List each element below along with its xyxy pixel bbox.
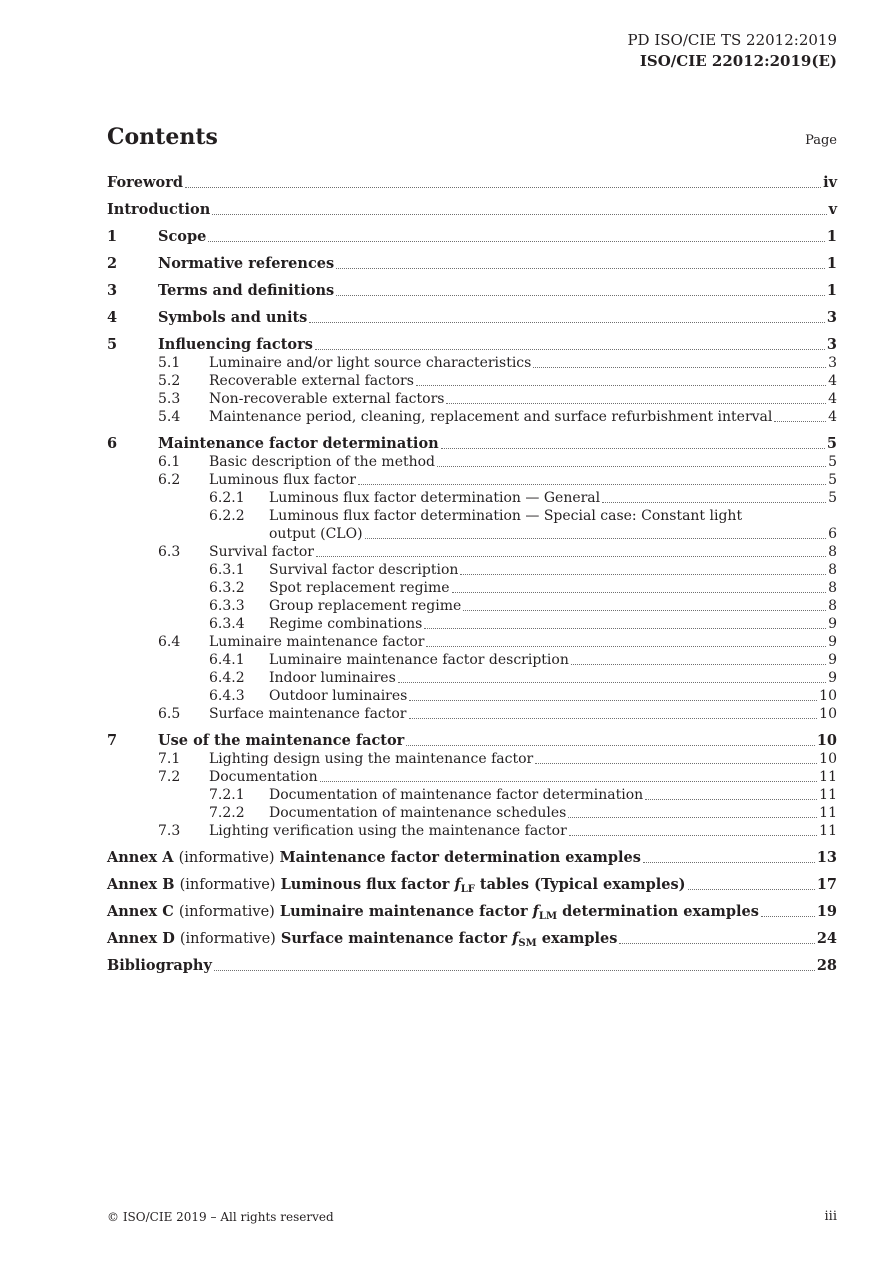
footer-page-number: iii [824, 1209, 837, 1224]
toc-entry[interactable] [107, 669, 837, 687]
dot-leader [441, 444, 825, 449]
dot-leader [761, 912, 815, 917]
toc-entry[interactable] [107, 615, 837, 633]
toc-entry[interactable] [107, 750, 837, 768]
toc-entry-number: 7.1 [158, 751, 181, 767]
toc-entry-title [107, 876, 686, 894]
toc-entry[interactable] [107, 309, 837, 327]
toc-entry-number: 6.1 [158, 454, 181, 470]
toc-entry-page: 17 [816, 876, 837, 893]
toc-entry[interactable] [107, 453, 837, 471]
toc-entry-number: 6.2.1 [209, 490, 245, 506]
toc-entry-number: 6.4 [158, 634, 181, 650]
dot-leader [774, 417, 826, 422]
annex-title: Maintenance factor determination examples [279, 849, 641, 866]
toc-entry[interactable] [107, 804, 837, 822]
toc-entry-page: v [828, 201, 837, 218]
toc-entry-page: 9 [828, 670, 837, 686]
toc-entry-title: Luminous flux factor [209, 472, 356, 488]
dot-leader [320, 777, 818, 782]
toc-entry-page: 3 [826, 309, 837, 326]
dot-leader [398, 678, 826, 683]
toc-entry-page: 1 [826, 255, 837, 272]
toc-entry-page: 10 [819, 706, 837, 722]
dot-leader [568, 813, 817, 818]
toc-entry-number: 6.4.1 [209, 652, 245, 668]
annex-title-pre: Luminous flux factor [280, 876, 450, 893]
factor-symbol: f [454, 876, 461, 893]
toc-entry[interactable] [107, 930, 837, 948]
toc-entry[interactable] [107, 390, 837, 408]
toc-entry-page: 10 [819, 688, 837, 704]
toc-entry-title: Surface maintenance factor [209, 706, 407, 722]
toc-entry-page: 8 [828, 598, 837, 614]
toc-entry-number: 6.3.1 [209, 562, 245, 578]
toc-entry-number: 4 [107, 309, 118, 326]
toc-entry-title: Use of the maintenance factor [158, 732, 405, 749]
toc-entry-continuation[interactable] [107, 525, 837, 543]
toc-entry-title: Terms and definitions [158, 282, 335, 299]
toc-entry-page: 9 [828, 616, 837, 632]
toc-entry[interactable] [107, 354, 837, 372]
toc-entry-number: 6 [107, 435, 118, 452]
toc-entry-number: 6.4.3 [209, 688, 245, 704]
toc-entry[interactable] [107, 768, 837, 786]
toc-entry-page: 24 [816, 930, 837, 947]
toc-entry[interactable] [107, 705, 837, 723]
dot-leader [463, 606, 826, 611]
toc-entry-page: 9 [828, 652, 837, 668]
toc-entry-number: 5.3 [158, 391, 181, 407]
table-of-contents [107, 174, 837, 975]
toc-entry[interactable] [107, 687, 837, 705]
toc-entry-title: Documentation of maintenance factor determination [269, 787, 644, 803]
toc-entry-title: Luminous flux factor determination — General [269, 490, 601, 506]
toc-entry-page: 10 [816, 732, 837, 749]
toc-entry-number: 6.3.3 [209, 598, 245, 614]
toc-entry[interactable] [107, 336, 837, 354]
dot-leader [309, 318, 825, 323]
toc-entry-page: 3 [828, 355, 837, 371]
dot-leader [316, 552, 826, 557]
toc-entry-title: Lighting verification using the maintenance factor [209, 823, 567, 839]
factor-symbol: f [532, 903, 539, 920]
toc-entry[interactable] [107, 543, 837, 561]
toc-entry-page: 8 [828, 562, 837, 578]
annex-label: Annex C [107, 903, 174, 920]
toc-entry-number: 7 [107, 732, 118, 749]
dot-leader [645, 795, 817, 800]
header-standard-edition: ISO/CIE 22012:2019(E) [639, 52, 837, 70]
toc-entry-number: 2 [107, 255, 118, 272]
toc-entry[interactable] [107, 507, 837, 525]
toc-entry-title: Symbols and units [158, 309, 308, 326]
toc-entry-title: Luminaire maintenance factor [209, 634, 425, 650]
annex-informative-tag: (informative) [179, 931, 276, 947]
toc-entry-page: 8 [828, 544, 837, 560]
toc-entry[interactable] [107, 489, 837, 507]
toc-entry[interactable] [107, 372, 837, 390]
toc-entry-number: 6.4.2 [209, 670, 245, 686]
toc-entry[interactable] [107, 651, 837, 669]
toc-entry-title: Survival factor description [269, 562, 459, 578]
toc-entry-number: 7.2.2 [209, 805, 245, 821]
toc-entry-page: 11 [819, 769, 837, 785]
toc-entry-page: 4 [828, 373, 837, 389]
toc-entry-page: 4 [828, 391, 837, 407]
dot-leader [409, 696, 817, 701]
toc-entry-title: Lighting design using the maintenance factor [209, 751, 534, 767]
dot-leader [452, 588, 827, 593]
annex-title-post: tables (Typical examples) [479, 876, 686, 893]
toc-entry-page: 13 [816, 849, 837, 866]
toc-entry-page: 9 [828, 634, 837, 650]
dot-leader [460, 570, 826, 575]
toc-entry-page: 10 [819, 751, 837, 767]
toc-entry[interactable] [107, 201, 837, 219]
toc-entry-title: Outdoor luminaires [269, 688, 408, 704]
toc-entry-title: Luminaire and/or light source characteristics [209, 355, 532, 371]
dot-leader [185, 183, 821, 188]
toc-entry-title: Influencing factors [158, 336, 313, 353]
toc-entry-page: 11 [819, 823, 837, 839]
toc-entry-title: Foreword [107, 174, 183, 191]
toc-entry-page: iv [823, 174, 837, 191]
toc-entry-title: Scope [158, 228, 207, 245]
dot-leader [619, 939, 814, 944]
toc-entry-title: Documentation of maintenance schedules [269, 805, 567, 821]
toc-entry[interactable] [107, 174, 837, 192]
dot-leader [571, 660, 826, 665]
toc-entry-title: Group replacement regime [269, 598, 462, 614]
toc-entry-page: 3 [826, 336, 837, 353]
annex-label: Annex A [107, 849, 174, 866]
toc-entry-title: Recoverable external factors [209, 373, 414, 389]
dot-leader [336, 264, 825, 269]
toc-entry-number: 5.1 [158, 355, 181, 371]
toc-entry[interactable] [107, 849, 837, 867]
toc-entry-title [107, 930, 617, 948]
toc-entry[interactable] [107, 876, 837, 894]
toc-entry[interactable] [107, 786, 837, 804]
toc-entry-number: 7.2.1 [209, 787, 245, 803]
toc-entry[interactable] [107, 471, 837, 489]
dot-leader [336, 291, 825, 296]
toc-entry-number: 6.3.2 [209, 580, 245, 596]
toc-entry-page: 5 [828, 490, 837, 506]
toc-entry-page: 5 [828, 472, 837, 488]
toc-entry-title: Maintenance period, cleaning, replacement and surface refurbishment interval [209, 409, 773, 425]
toc-entry-title-continuation: output (CLO) [269, 526, 363, 542]
toc-entry-title: Spot replacement regime [269, 580, 450, 596]
footer-copyright: © ISO/CIE 2019 – All rights reserved [107, 1210, 334, 1224]
dot-leader [602, 498, 826, 503]
toc-entry[interactable] [107, 957, 837, 975]
factor-subscript: LM [538, 911, 558, 922]
factor-symbol: f [512, 930, 519, 947]
toc-entry-page: 1 [826, 228, 837, 245]
toc-entry-title: Non-recoverable external factors [209, 391, 445, 407]
dot-leader [416, 381, 826, 386]
toc-entry-title: Luminaire maintenance factor description [269, 652, 569, 668]
toc-entry[interactable] [107, 435, 837, 453]
toc-entry-title: Maintenance factor determination [158, 435, 439, 452]
toc-entry-page: 5 [826, 435, 837, 452]
dot-leader [214, 966, 815, 971]
dot-leader [533, 363, 826, 368]
toc-entry-page: 11 [819, 805, 837, 821]
annex-label: Annex D [107, 930, 175, 947]
dot-leader [643, 858, 815, 863]
toc-entry-page: 5 [828, 454, 837, 470]
dot-leader [358, 480, 826, 485]
toc-entry-number: 3 [107, 282, 118, 299]
toc-entry[interactable] [107, 822, 837, 840]
dot-leader [424, 624, 826, 629]
toc-entry-number: 6.3 [158, 544, 181, 560]
toc-entry-page: 6 [828, 526, 837, 542]
toc-entry-title: Normative references [158, 255, 335, 272]
toc-entry[interactable] [107, 903, 837, 921]
toc-entry-page: 1 [826, 282, 837, 299]
toc-entry-page: 4 [828, 409, 837, 425]
dot-leader [409, 714, 818, 719]
toc-entry-title: Survival factor [209, 544, 314, 560]
toc-entry-number: 5.2 [158, 373, 181, 389]
dot-leader [208, 237, 825, 242]
toc-entry[interactable] [107, 228, 837, 246]
annex-title-post: determination examples [562, 903, 759, 920]
toc-entry[interactable] [107, 561, 837, 579]
toc-entry-number: 5.4 [158, 409, 181, 425]
dot-leader [426, 642, 826, 647]
toc-entry-number: 7.3 [158, 823, 181, 839]
toc-entry-title: Luminous flux factor determination — Special case: Constant light [269, 508, 743, 524]
toc-entry-title: Basic description of the method [209, 454, 436, 470]
header-standard-code: PD ISO/CIE TS 22012:2019 [627, 31, 837, 49]
toc-entry-number: 6.2.2 [209, 508, 245, 524]
toc-entry[interactable] [107, 597, 837, 615]
contents-heading: Contents [107, 124, 218, 150]
dot-leader [535, 759, 817, 764]
dot-leader [365, 534, 827, 539]
toc-entry-page: 11 [819, 787, 837, 803]
dot-leader [446, 399, 826, 404]
toc-entry-page: 28 [816, 957, 837, 974]
toc-entry-number: 6.3.4 [209, 616, 245, 632]
toc-entry-number: 1 [107, 228, 118, 245]
toc-entry-title [107, 903, 759, 921]
toc-entry[interactable] [107, 732, 837, 750]
toc-entry[interactable] [107, 282, 837, 300]
factor-subscript: LF [460, 884, 475, 895]
dot-leader [406, 741, 814, 746]
toc-entry-title: Indoor luminaires [269, 670, 396, 686]
annex-title-post: examples [541, 930, 618, 947]
page-column-label: Page [805, 133, 837, 148]
toc-entry-title: Regime combinations [269, 616, 423, 632]
annex-informative-tag: (informative) [178, 850, 275, 866]
dot-leader [315, 345, 825, 350]
toc-entry[interactable] [107, 633, 837, 651]
annex-title-pre: Luminaire maintenance factor [279, 903, 528, 920]
dot-leader [688, 885, 815, 890]
annex-informative-tag: (informative) [178, 904, 275, 920]
toc-entry-number: 6.5 [158, 706, 181, 722]
annex-informative-tag: (informative) [179, 877, 276, 893]
toc-entry-number: 5 [107, 336, 118, 353]
document-header [627, 30, 837, 72]
toc-entry-page: 8 [828, 580, 837, 596]
toc-entry-page: 19 [816, 903, 837, 920]
toc-entry-number: 7.2 [158, 769, 181, 785]
toc-entry-title [107, 849, 641, 867]
annex-title-pre: Surface maintenance factor [280, 930, 508, 947]
annex-label: Annex B [107, 876, 175, 893]
toc-entry[interactable] [107, 255, 837, 273]
dot-leader [212, 210, 826, 215]
toc-entry-title: Bibliography [107, 957, 212, 974]
toc-entry[interactable] [107, 579, 837, 597]
toc-entry[interactable] [107, 408, 837, 426]
toc-entry-title: Documentation [209, 769, 318, 785]
toc-entry-number: 6.2 [158, 472, 181, 488]
dot-leader [569, 831, 817, 836]
toc-entry-title: Introduction [107, 201, 211, 218]
factor-subscript: SM [518, 938, 537, 949]
dot-leader [437, 462, 826, 467]
